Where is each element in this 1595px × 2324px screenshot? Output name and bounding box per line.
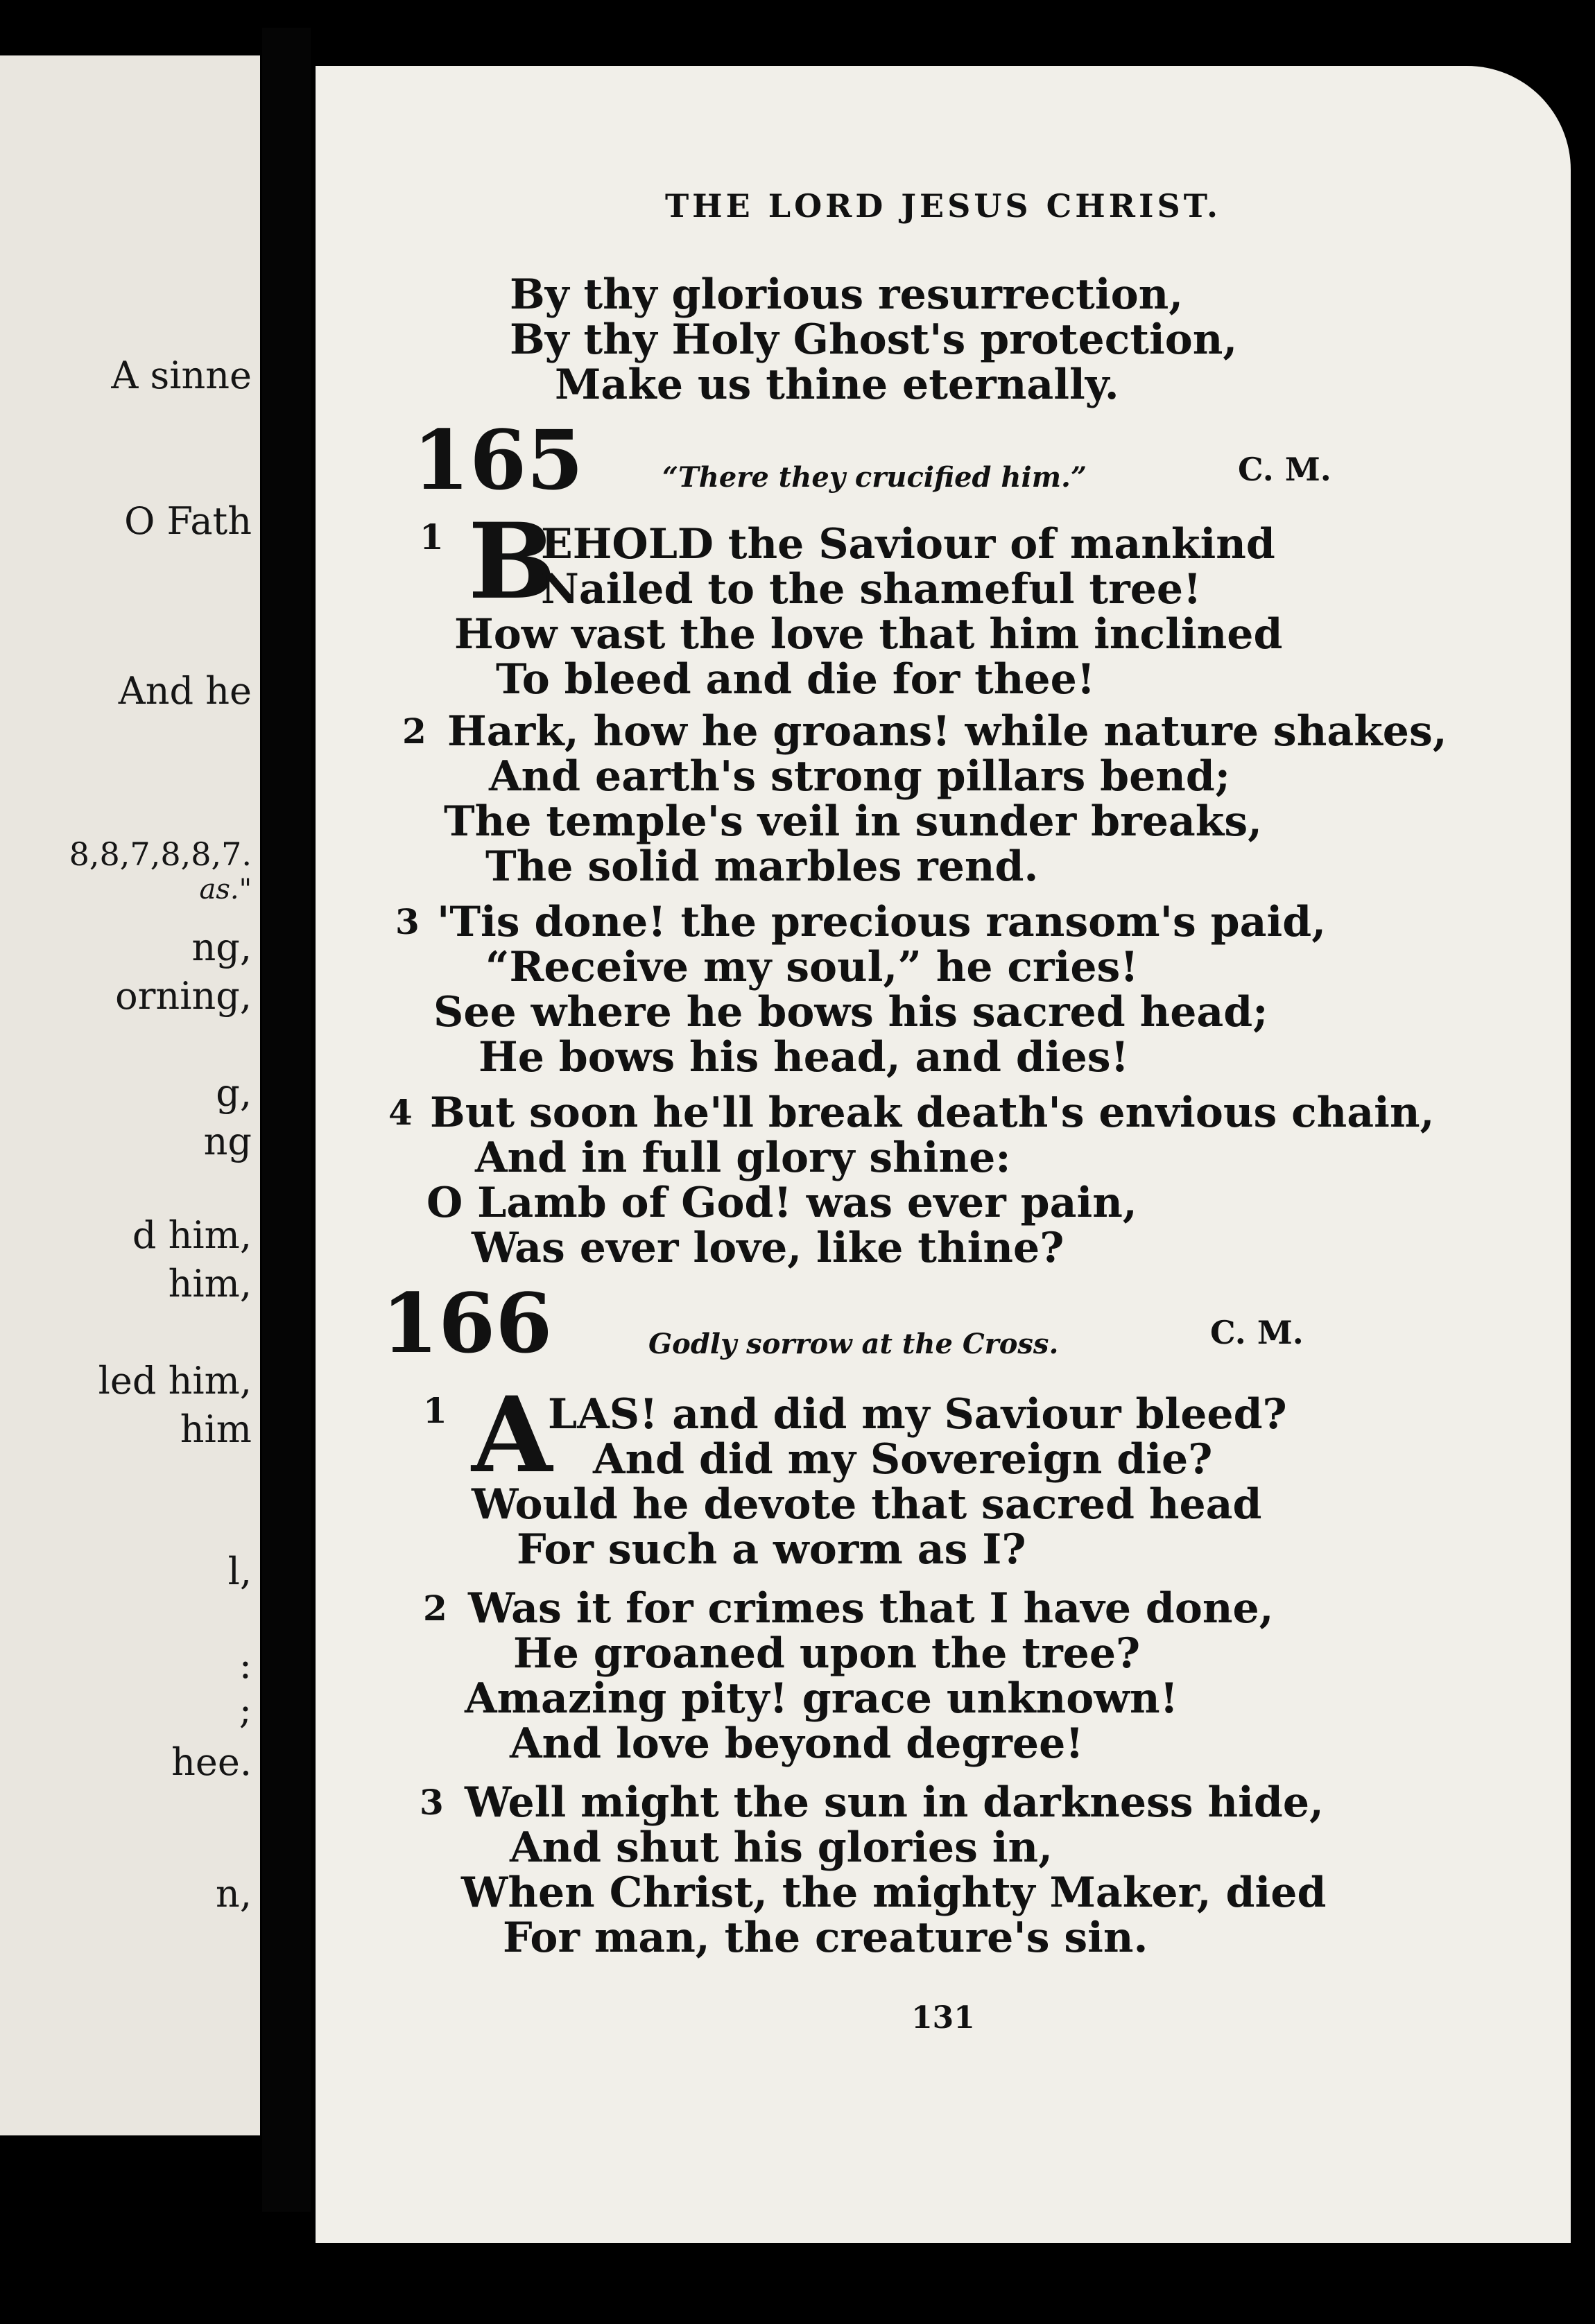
verse-line: But soon he'll break death's envious chain, xyxy=(430,1089,1435,1137)
left-fragment: hee. xyxy=(171,1740,252,1784)
hymn-meter: C. M. xyxy=(1210,1314,1304,1351)
verse-line: Hark, how he groans! while nature shakes, xyxy=(447,707,1447,756)
verse-number: 2 xyxy=(402,711,426,752)
left-fragment: ng xyxy=(203,1120,252,1163)
left-fragment: A sinne xyxy=(111,354,252,397)
left-fragment: And he xyxy=(118,669,252,713)
left-fragment: orning, xyxy=(115,974,252,1018)
left-fragment: led him, xyxy=(98,1359,252,1403)
verse-number: 3 xyxy=(395,901,420,942)
hymnal-page xyxy=(316,66,1571,2243)
verse-line: And shut his glories in, xyxy=(510,1823,1053,1872)
verse-line: And did my Sovereign die? xyxy=(593,1435,1213,1484)
left-fragment: g, xyxy=(216,1071,252,1115)
verse-line: He groaned upon the tree? xyxy=(513,1629,1141,1678)
left-fragment: ng, xyxy=(191,926,252,969)
verse-number: 1 xyxy=(423,1390,447,1431)
hymn-title: “There they crucified him.” xyxy=(662,461,1087,494)
verse-line: “Receive my soul,” he cries! xyxy=(485,943,1139,991)
left-fragment: 8,8,7,8,8,7. xyxy=(69,835,252,873)
verse-number: 1 xyxy=(420,517,444,557)
page-number: 131 xyxy=(911,2000,975,2036)
drop-cap: A xyxy=(472,1374,553,1496)
verse-line: The temple's veil in sunder breaks, xyxy=(444,797,1262,846)
verse-line: Would he devote that sacred head xyxy=(472,1480,1262,1529)
hymn-number: 166 xyxy=(381,1275,553,1371)
verse-line: When Christ, the mighty Maker, died xyxy=(461,1868,1327,1917)
verse-number: 3 xyxy=(420,1782,444,1823)
verse-number: 2 xyxy=(423,1588,447,1629)
verse-line: How vast the love that him inclined xyxy=(454,610,1283,659)
verse-line: Well might the sun in darkness hide, xyxy=(465,1778,1324,1827)
left-fragment: l, xyxy=(227,1550,252,1593)
left-page-fragment xyxy=(0,55,260,2135)
verse-line: 'Tis done! the precious ransom's paid, xyxy=(437,898,1327,946)
book-spine-gutter xyxy=(262,28,311,2212)
verse-line: The solid marbles rend. xyxy=(485,842,1039,891)
opening-line: Make us thine eternally. xyxy=(555,361,1119,409)
verse-line: Amazing pity! grace unknown! xyxy=(465,1674,1178,1723)
hymn-title: Godly sorrow at the Cross. xyxy=(648,1328,1059,1360)
opening-line: By thy Holy Ghost's protection, xyxy=(510,315,1238,364)
left-fragment: d him, xyxy=(132,1213,252,1257)
left-fragment: n, xyxy=(216,1872,252,1916)
left-fragment: ; xyxy=(239,1688,252,1732)
verse-line: Nailed to the shameful tree! xyxy=(541,565,1202,614)
verse-line: O Lamb of God! was ever pain, xyxy=(426,1179,1137,1227)
verse-line: And love beyond degree! xyxy=(510,1719,1084,1768)
left-fragment: him xyxy=(180,1407,252,1451)
verse-line: For such a worm as I? xyxy=(517,1525,1026,1574)
verse-line: He bows his head, and dies! xyxy=(478,1033,1129,1082)
drop-cap: B xyxy=(468,501,556,623)
verse-line: And in full glory shine: xyxy=(475,1134,1011,1182)
verse-line: EHOLD the Saviour of mankind xyxy=(541,520,1275,569)
left-fragment: him, xyxy=(168,1262,252,1306)
verse-line: Was ever love, like thine? xyxy=(472,1224,1064,1272)
left-fragment: O Fath xyxy=(124,499,252,543)
hymn-number: 165 xyxy=(413,412,584,508)
verse-number: 4 xyxy=(388,1092,413,1133)
verse-line: To bleed and die for thee! xyxy=(496,655,1096,704)
verse-line: For man, the creature's sin. xyxy=(503,1914,1148,1962)
running-head: THE LORD JESUS CHRIST. xyxy=(664,187,1222,225)
hymn-meter: C. M. xyxy=(1238,451,1331,488)
opening-line: By thy glorious resurrection, xyxy=(510,270,1184,319)
left-fragment: as." xyxy=(199,874,252,905)
left-fragment: : xyxy=(239,1643,252,1687)
verse-line: Was it for crimes that I have done, xyxy=(468,1584,1274,1633)
verse-line: And earth's strong pillars bend; xyxy=(489,752,1230,801)
verse-line: LAS! and did my Saviour bleed? xyxy=(548,1390,1287,1439)
verse-line: See where he bows his sacred head; xyxy=(433,988,1268,1037)
